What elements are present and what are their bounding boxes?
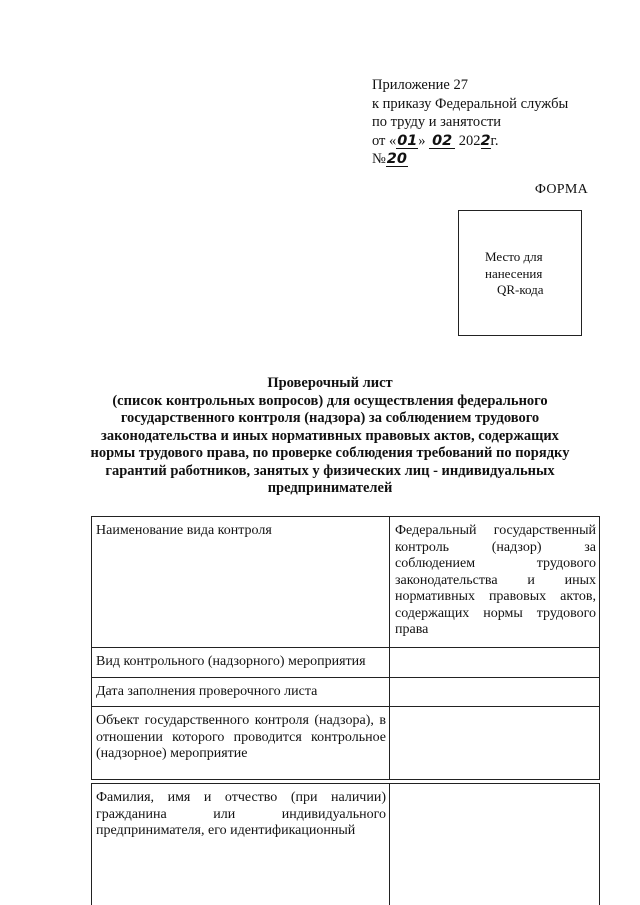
row-value [390,784,600,905]
control-info-table-continued [91,783,600,905]
annex-order-line: к приказу Федеральной службы [372,95,569,112]
date-day-handwritten: 01 [397,132,418,149]
table-row [92,784,600,905]
title-line: нормы трудового права, по проверке соблюдения требований по порядку [90,445,570,461]
number-prefix: № [372,151,386,167]
title-line: предпринимателей [267,480,393,496]
document-title [80,375,580,498]
title-line: Проверочный лист [267,375,393,391]
row-label: Дата заполнения проверочного листа [92,678,390,707]
date-prefix: от « [372,132,397,149]
qr-text-line: нанесения [485,265,543,281]
row-value: Федеральный государственный контроль (надзор) за соблюдением трудового законодательства и иных нормативных правовых актов, содержащих нормы трудового права [390,517,600,648]
title-line: (список контрольных вопросов) для осуществления федерального [112,392,548,409]
table-row [92,517,600,648]
row-value [390,707,600,780]
annex-agency-line: по труду и занятости [372,114,502,130]
title-line: государственного контроля (надзора) за соблюдением трудового [120,410,540,426]
qr-text-line: QR-кода [497,282,544,297]
title-line: законодательства и иных нормативных правовых актов, содержащих [101,427,559,444]
title-line: гарантий работников, занятых у физических лиц - индивидуальных [105,462,555,479]
qr-code-placeholder [458,210,582,336]
date-mid: » [418,132,430,149]
row-label: Фамилия, имя и отчество (при наличии) гражданина или индивидуального предпринимателя, его идентификационный [92,784,390,905]
date-year-handwritten: 2 [480,132,491,149]
annex-order-number [372,150,602,169]
date-year-prefix: 202 [455,132,481,149]
annex-date [372,132,602,151]
table-continuation [91,783,600,905]
date-suffix: г. [490,132,499,149]
qr-placeholder-text [485,249,575,299]
annex-number: Приложение 27 [372,77,468,93]
row-label: Объект государственного контроля (надзора), в отношении которого проводится контрольное (надзорное) мероприятие [92,707,390,780]
date-month-handwritten: 02 [429,134,455,149]
control-info-table [91,516,600,780]
table-row [92,707,600,780]
table-row [92,678,600,707]
order-number-handwritten: 20 [386,151,407,167]
row-label: Вид контрольного (надзорного) мероприятия [92,648,390,678]
table-row [92,648,600,678]
row-value [390,678,600,707]
annex-header [372,76,602,169]
row-label: Наименование вида контроля [92,517,390,648]
row-value [390,648,600,678]
qr-text-line: Место для [485,249,543,264]
form-label: ФОРМА [534,182,588,197]
